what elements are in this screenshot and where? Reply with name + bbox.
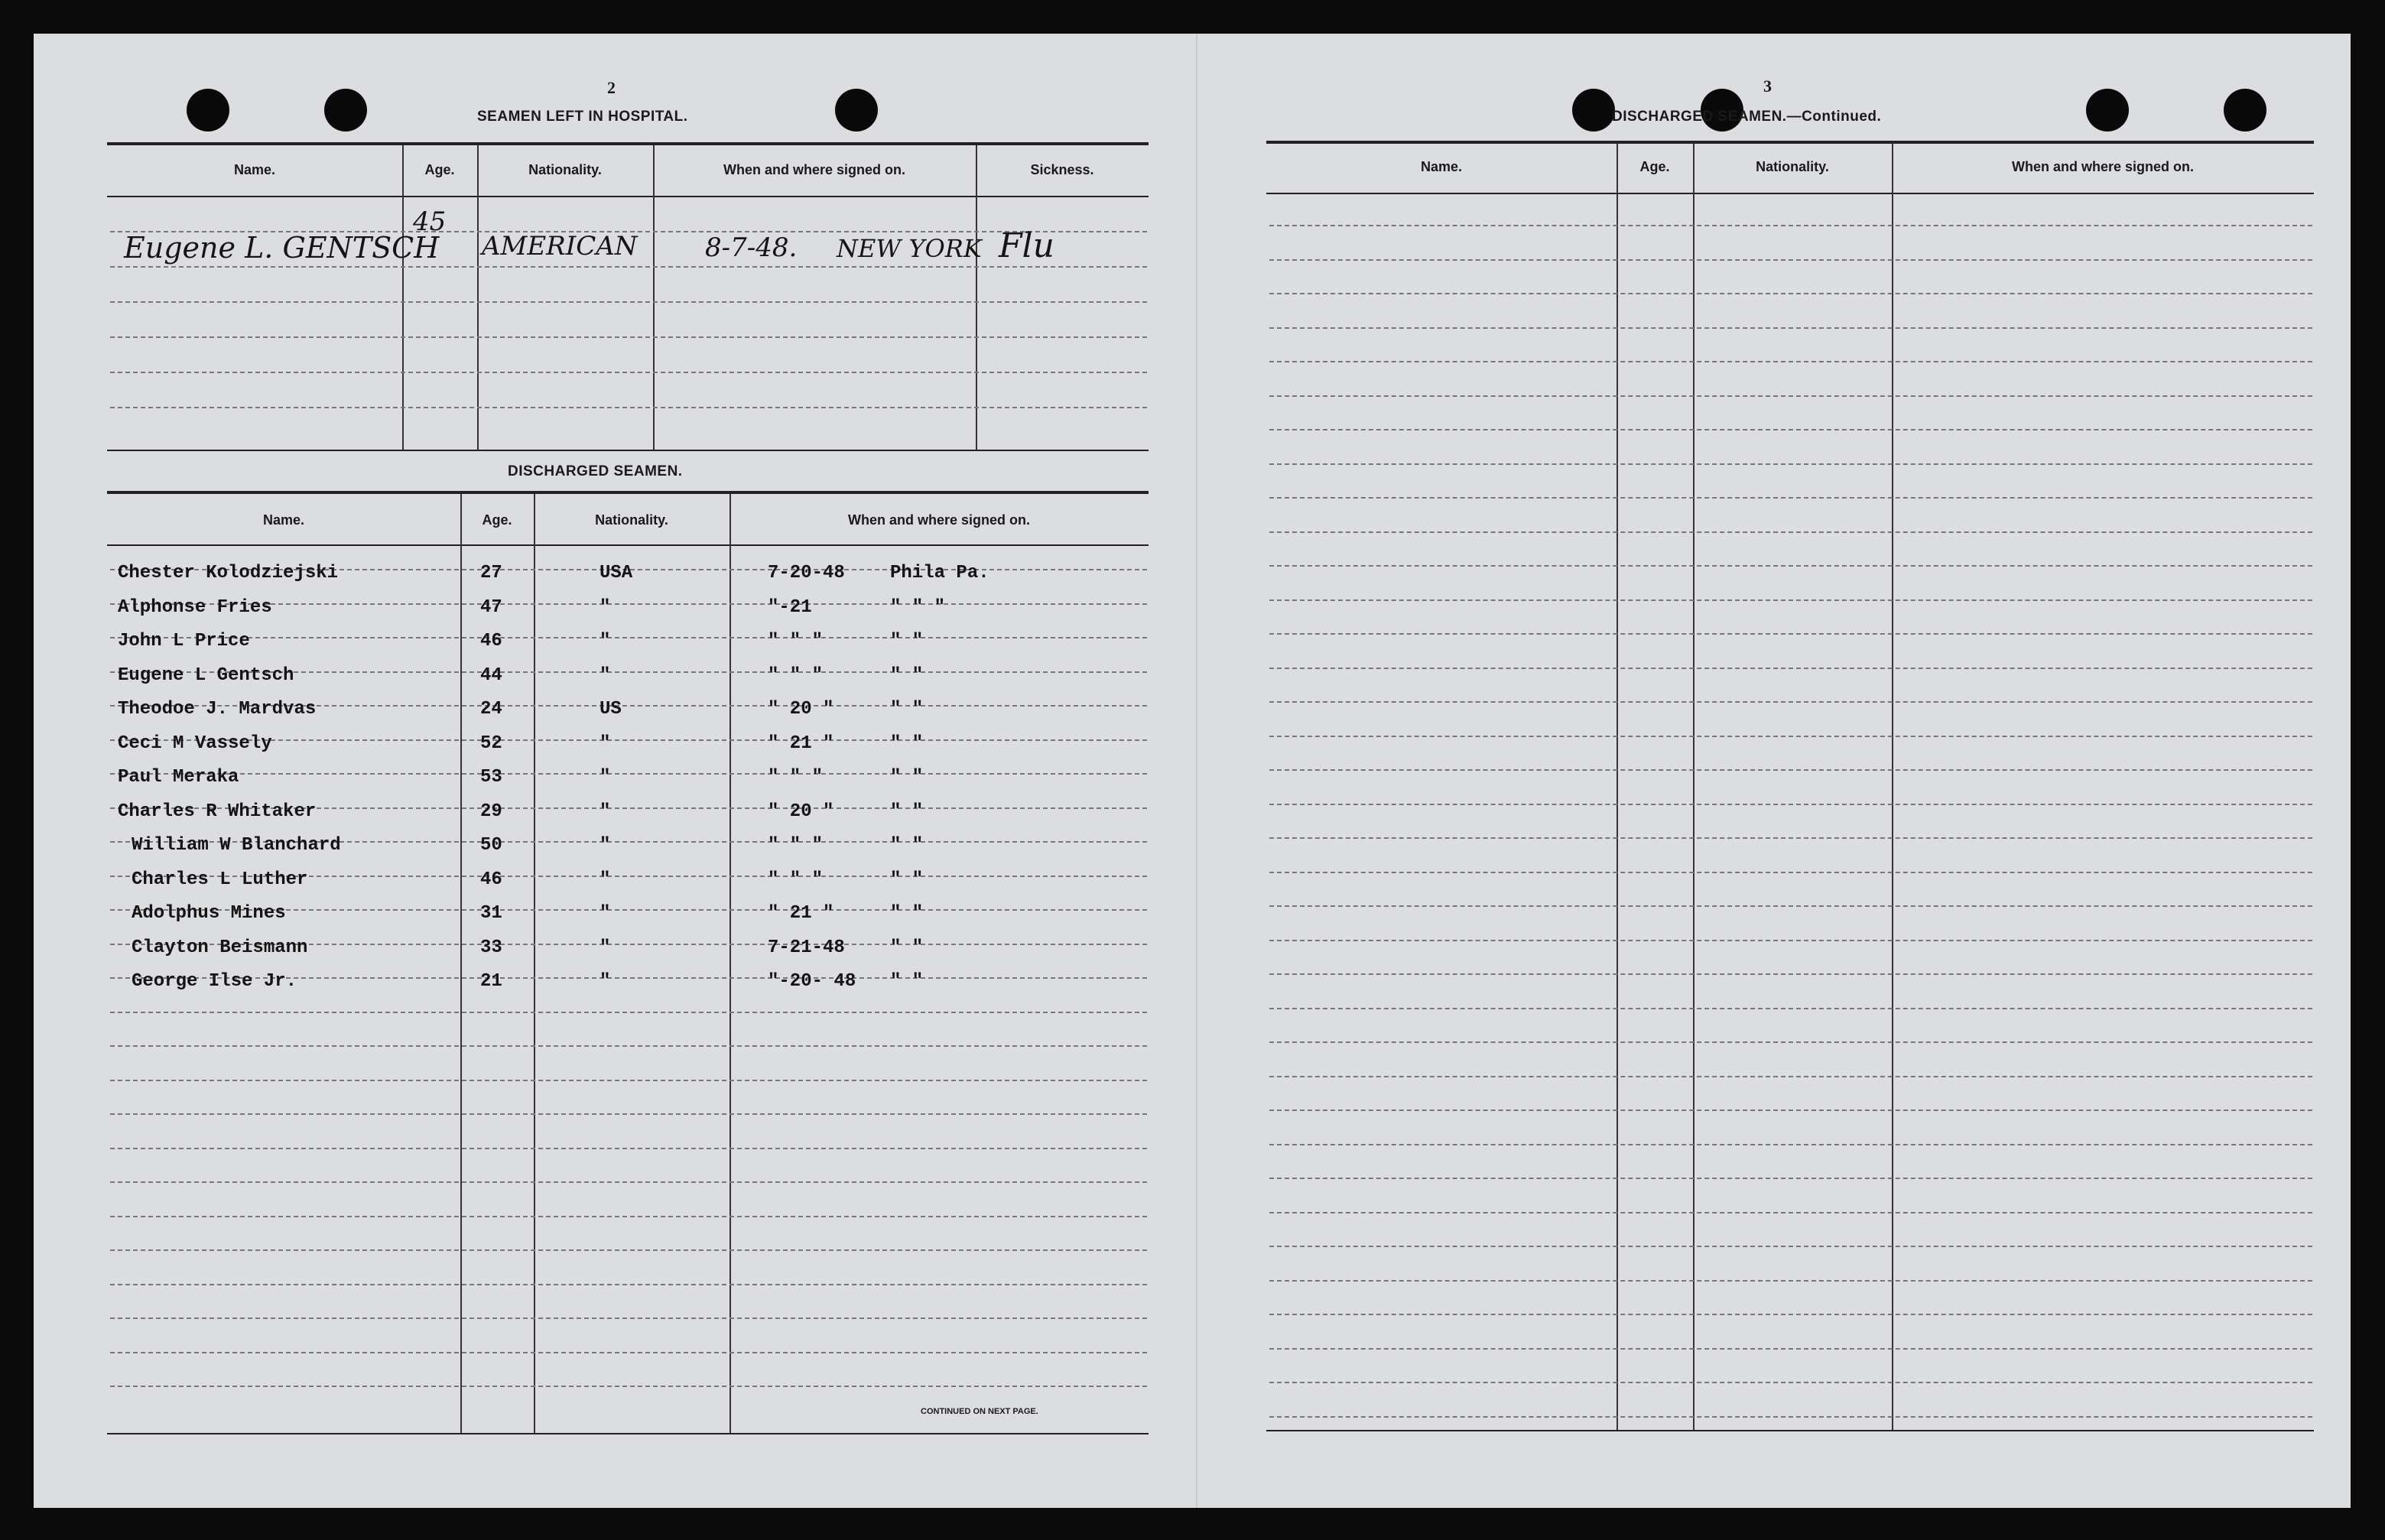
cell-name: Alphonse Fries [118, 596, 272, 618]
ruled-line [1269, 1246, 2312, 1247]
punch-hole [2086, 89, 2129, 132]
cell-nationality: " [599, 733, 611, 754]
cell-place: " " [890, 733, 924, 754]
cell-name: William W Blanchard [132, 835, 341, 856]
hospital-entry-place: NEW YORK [837, 234, 982, 263]
cell-age: 46 [480, 869, 502, 890]
cell-date: " 20 " [768, 699, 834, 720]
ruled-line [110, 266, 1147, 268]
ruled-line [1269, 565, 2312, 567]
ruled-line [1269, 973, 2312, 975]
ruled-line [1269, 225, 2312, 226]
page-fold [1196, 34, 1197, 1508]
cell-nationality: " [599, 767, 611, 788]
table-rule [107, 196, 1149, 197]
cell-date: " 21 " [768, 903, 834, 924]
ruled-line [1269, 327, 2312, 329]
ruled-line [1269, 905, 2312, 907]
table-rule [1266, 1430, 2314, 1431]
ruled-line [110, 1113, 1147, 1115]
ruled-line [110, 1352, 1147, 1353]
ruled-line [1269, 1280, 2312, 1282]
ruled-line [1269, 1382, 2312, 1383]
right-page-title: DISCHARGED SEAMEN.—Continued. [1612, 109, 1882, 125]
ruled-line [1269, 599, 2312, 601]
ruled-line [1269, 463, 2312, 465]
table-rule [107, 142, 1149, 145]
cell-age: 50 [480, 835, 502, 856]
cell-place: " " [890, 664, 924, 686]
cell-age: 47 [480, 596, 502, 618]
table-rule [107, 491, 1149, 494]
cell-age: 21 [480, 971, 502, 992]
punch-hole [1572, 89, 1615, 132]
ruled-line [1269, 1212, 2312, 1213]
cell-date: "-20- 48 [768, 971, 856, 992]
cell-age: 31 [480, 903, 502, 924]
cell-place: " " [890, 767, 924, 788]
cell-place: " " [890, 869, 924, 890]
cell-place: " " [890, 699, 924, 720]
cell-place: " " [890, 903, 924, 924]
table-rule [107, 1433, 1149, 1434]
cell-place: " " " [890, 596, 946, 618]
ruled-line [110, 1216, 1147, 1217]
cell-name: John L Price [118, 631, 250, 651]
cell-age: 53 [480, 767, 502, 788]
hospital-header-signed-on: When and where signed on. [723, 162, 906, 177]
ruled-line [1269, 1416, 2312, 1418]
hospital-entry-name: Eugene L. GENTSCH [124, 231, 440, 265]
table-rule [1266, 193, 2314, 194]
cell-date: " 21 " [768, 733, 834, 754]
cell-date: " " " [768, 767, 824, 788]
table-rule [107, 450, 1149, 451]
cell-date: 7-20-48 [768, 563, 845, 583]
discharged-header-nationality: Nationality. [595, 512, 668, 528]
ruled-line [1269, 736, 2312, 737]
ruled-line [1269, 531, 2312, 533]
cell-name: Charles L Luther [132, 869, 308, 890]
cell-nationality: " [599, 869, 611, 890]
ruled-line [110, 773, 1147, 775]
ruled-line [1269, 429, 2312, 430]
ruled-line [1269, 1008, 2312, 1009]
cell-name: Theodoe J. Mardvas [118, 699, 317, 720]
cell-date: " " " [768, 835, 824, 856]
cell-nationality: " [599, 596, 611, 618]
ruled-line [1269, 804, 2312, 805]
ruled-line [1269, 1314, 2312, 1315]
cell-nationality: " [599, 903, 611, 924]
ruled-line [1269, 361, 2312, 362]
hospital-section-title: SEAMEN LEFT IN HOSPITAL. [477, 109, 688, 125]
column-divider [402, 145, 404, 450]
ruled-line [1269, 1110, 2312, 1111]
hospital-entry-date: 8-7-48. [705, 232, 798, 263]
ruled-line [110, 1249, 1147, 1251]
right-header-signed-on: When and where signed on. [2011, 159, 2195, 174]
cell-name: George Ilse Jr. [132, 971, 297, 992]
cell-age: 52 [480, 733, 502, 754]
ruled-line [1269, 1178, 2312, 1179]
cell-age: 33 [480, 937, 502, 958]
table-rule [107, 544, 1149, 546]
ruled-line [110, 637, 1147, 638]
ruled-line [1269, 497, 2312, 499]
ruled-line [1269, 395, 2312, 397]
column-divider [534, 494, 535, 1433]
discharged-section-title: DISCHARGED SEAMEN. [508, 463, 683, 479]
cell-place: " " [890, 971, 924, 992]
cell-place: " " [890, 801, 924, 822]
ruled-line [110, 1386, 1147, 1387]
ruled-line [1269, 259, 2312, 261]
cell-name: Adolphus Mines [132, 903, 286, 924]
ruled-line [1269, 769, 2312, 771]
cell-place: Phila Pa. [890, 563, 989, 583]
cell-nationality: " [599, 664, 611, 686]
hospital-header-nationality: Nationality. [528, 162, 602, 177]
column-divider [1617, 144, 1618, 1430]
punch-hole [187, 89, 229, 132]
ruled-line [1269, 633, 2312, 635]
ruled-line [1269, 940, 2312, 941]
hospital-entry-sickness: Flu [999, 226, 1054, 265]
cell-nationality: USA [599, 563, 633, 583]
discharged-header-name: Name. [262, 512, 305, 528]
cell-age: 27 [480, 563, 502, 583]
cell-nationality: US [599, 699, 622, 720]
right-page-number: 3 [1763, 76, 1772, 96]
ruled-line [110, 1284, 1147, 1285]
cell-date: " " " [768, 869, 824, 890]
ruled-line [1269, 837, 2312, 839]
column-divider [460, 494, 462, 1433]
ruled-line [1269, 1076, 2312, 1077]
ruled-line [1269, 872, 2312, 873]
ruled-line [110, 1080, 1147, 1081]
discharged-header-age: Age. [482, 512, 512, 528]
cell-name: Charles R Whitaker [118, 801, 317, 822]
right-header-age: Age. [1639, 159, 1670, 174]
ruled-line [110, 407, 1147, 408]
ruled-line [1269, 1348, 2312, 1350]
cell-nationality: " [599, 631, 611, 651]
ruled-line [1269, 701, 2312, 703]
cell-name: Eugene L Gentsch [118, 664, 294, 686]
cell-date: " 20 " [768, 801, 834, 822]
cell-place: " " [890, 835, 924, 856]
cell-nationality: " [599, 801, 611, 822]
ruled-line [110, 336, 1147, 338]
cell-age: 46 [480, 631, 502, 651]
cell-nationality: " [599, 937, 611, 958]
ruled-line [110, 1148, 1147, 1149]
cell-nationality: " [599, 971, 611, 992]
column-divider [477, 145, 479, 450]
table-rule [1266, 141, 2314, 144]
right-header-nationality: Nationality. [1756, 159, 1829, 174]
punch-hole [835, 89, 878, 132]
cell-name: Chester Kolodziejski [118, 563, 339, 583]
column-divider [1892, 144, 1893, 1430]
hospital-entry-age: 45 [413, 206, 447, 237]
ruled-line [110, 301, 1147, 303]
ruled-line [110, 1012, 1147, 1013]
cell-name: Ceci M Vassely [118, 733, 272, 754]
column-divider [653, 145, 655, 450]
cell-nationality: " [599, 835, 611, 856]
discharged-header-signed-on: When and where signed on. [847, 512, 1031, 528]
cell-age: 24 [480, 699, 502, 720]
continued-footer: CONTINUED ON NEXT PAGE. [921, 1407, 1038, 1416]
cell-date: " " " [768, 631, 824, 651]
ruled-line [110, 372, 1147, 373]
cell-place: " " [890, 631, 924, 651]
cell-age: 44 [480, 664, 502, 686]
right-header-name: Name. [1420, 159, 1463, 174]
ruled-line [110, 1045, 1147, 1047]
ruled-line [1269, 668, 2312, 669]
ruled-line [1269, 1041, 2312, 1043]
punch-hole [324, 89, 367, 132]
cell-age: 29 [480, 801, 502, 822]
column-divider [1693, 144, 1695, 1430]
hospital-header-age: Age. [424, 162, 455, 177]
cell-date: "-21 [768, 596, 812, 618]
cell-place: " " [890, 937, 924, 958]
ruled-line [1269, 1144, 2312, 1145]
cell-date: 7-21-48 [768, 937, 845, 958]
column-divider [976, 145, 977, 450]
ruled-line [110, 1317, 1147, 1319]
cell-name: Paul Meraka [118, 767, 239, 788]
hospital-header-name: Name. [233, 162, 276, 177]
left-page-number: 2 [607, 78, 616, 97]
ruled-line [1269, 293, 2312, 294]
hospital-entry-nationality: AMERICAN [482, 231, 638, 262]
column-divider [729, 494, 731, 1433]
punch-hole [2224, 89, 2266, 132]
cell-date: " " " [768, 664, 824, 686]
ruled-line [110, 1181, 1147, 1183]
document-sheet [34, 34, 2351, 1508]
hospital-header-sickness: Sickness. [1030, 162, 1094, 177]
cell-name: Clayton Beismann [132, 937, 308, 958]
